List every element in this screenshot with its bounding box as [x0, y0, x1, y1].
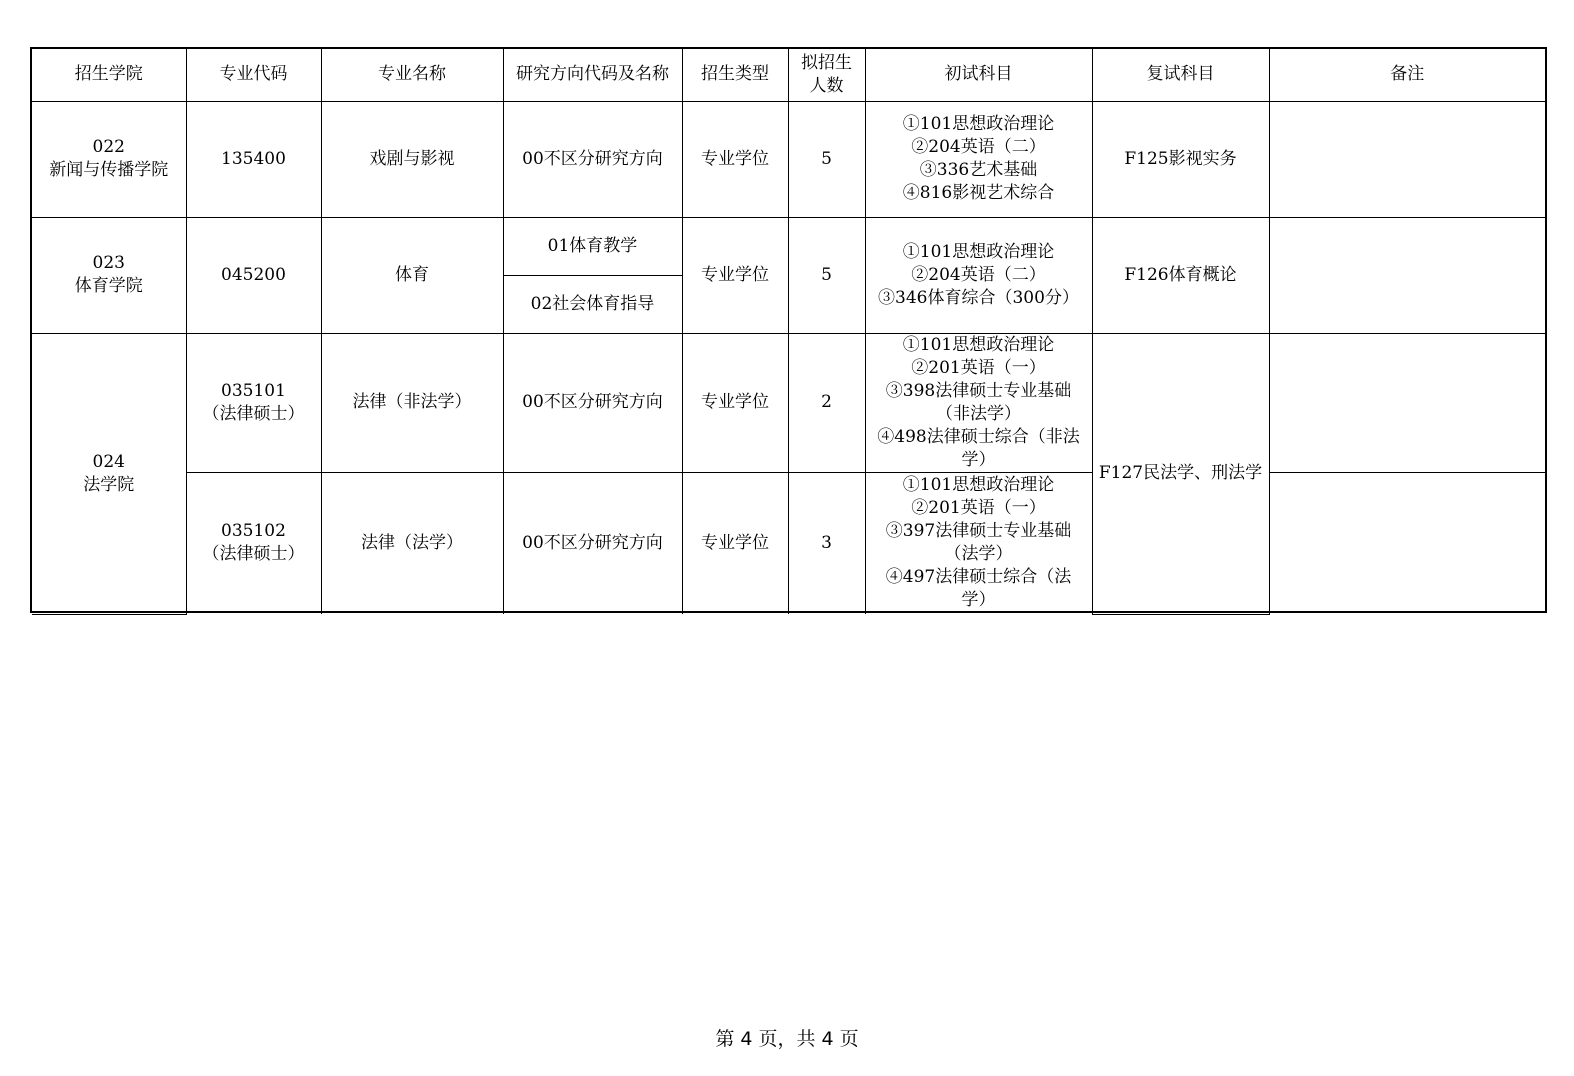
- enroll-type: 专业学位: [682, 472, 788, 614]
- major-code-number: 035101: [221, 380, 286, 401]
- header-initial-exam: 初试科目: [865, 49, 1092, 101]
- retest-subject: F127民法学、刑法学: [1092, 333, 1269, 614]
- exam-subject: （非法学）: [936, 403, 1021, 424]
- exam-subject: ①101思想政治理论: [902, 475, 1055, 496]
- quota: 5: [788, 217, 865, 333]
- retest-subject: F126体育概论: [1092, 217, 1269, 333]
- remarks: [1269, 217, 1545, 333]
- exam-subject: ①101思想政治理论: [902, 334, 1055, 355]
- quota: 5: [788, 101, 865, 217]
- initial-exam-cell: [865, 472, 1092, 614]
- major-code-note: （法律硕士）: [202, 403, 305, 424]
- header-retest: 复试科目: [1092, 49, 1269, 101]
- header-quota-line1: 拟招生: [801, 52, 852, 73]
- exam-subject: ④497法律硕士综合（法: [885, 567, 1072, 588]
- major-name: 戏剧与影视: [321, 101, 503, 217]
- quota: 2: [788, 333, 865, 472]
- quota: 3: [788, 472, 865, 614]
- header-major-name: 专业名称: [321, 49, 503, 101]
- college-cell: [32, 101, 186, 217]
- exam-subject: ①101思想政治理论: [902, 114, 1055, 134]
- header-direction: 研究方向代码及名称: [503, 49, 682, 101]
- exam-subject: ②204英语（二）: [911, 137, 1046, 157]
- remarks: [1269, 333, 1545, 472]
- major-code-number: 035102: [221, 521, 286, 542]
- exam-subject: （法学）: [944, 544, 1013, 565]
- header-type: 招生类型: [682, 49, 788, 101]
- exam-subject: ④816影视艺术综合: [902, 183, 1055, 203]
- initial-exam-cell: [865, 333, 1092, 472]
- retest-subject: F125影视实务: [1092, 101, 1269, 217]
- major-name: 体育: [321, 217, 503, 333]
- remarks: [1269, 101, 1545, 217]
- initial-exam-cell: [865, 101, 1092, 217]
- table-row: [32, 472, 1545, 614]
- header-quota-line2: 人数: [809, 75, 844, 96]
- table-row: [32, 101, 1545, 217]
- research-direction: 00不区分研究方向: [503, 333, 682, 472]
- header-major-code: 专业代码: [186, 49, 321, 101]
- exam-subject: ④498法律硕士综合（非法: [877, 426, 1080, 447]
- college-code: 024: [92, 451, 125, 472]
- college-name: 法学院: [83, 474, 135, 495]
- major-code: 045200: [186, 217, 321, 333]
- college-name: 新闻与传播学院: [49, 160, 169, 180]
- college-code: 023: [92, 253, 125, 273]
- enroll-type: 专业学位: [682, 101, 788, 217]
- research-direction: 01体育教学: [503, 217, 682, 275]
- enroll-type: 专业学位: [682, 333, 788, 472]
- exam-subject: 学）: [961, 590, 996, 611]
- major-code: [186, 472, 321, 614]
- exam-subject: ③346体育综合（300分）: [878, 287, 1079, 308]
- college-code: 022: [92, 137, 125, 157]
- exam-subject: ③398法律硕士专业基础: [885, 380, 1072, 401]
- table-row: [32, 217, 1545, 275]
- exam-subject: ①101思想政治理论: [902, 241, 1055, 262]
- remarks: [1269, 472, 1545, 614]
- header-row: [32, 49, 1545, 101]
- enrollment-table: [32, 49, 1545, 615]
- college-cell: [32, 217, 186, 333]
- exam-subject: 学）: [961, 449, 996, 470]
- college-name: 体育学院: [74, 276, 143, 296]
- exam-subject: ②201英语（一）: [911, 498, 1046, 519]
- header-remarks: 备注: [1269, 49, 1545, 101]
- major-name: 法律（非法学）: [321, 333, 503, 472]
- major-code-note: （法律硕士）: [202, 544, 305, 565]
- header-college: 招生学院: [32, 49, 186, 101]
- exam-subject: ③397法律硕士专业基础: [885, 521, 1072, 542]
- major-name: 法律（法学）: [321, 472, 503, 614]
- exam-subject: ③336艺术基础: [919, 160, 1038, 180]
- college-cell: [32, 333, 186, 614]
- initial-exam-cell: [865, 217, 1092, 333]
- research-direction: 00不区分研究方向: [503, 472, 682, 614]
- exam-subject: ②204英语（二）: [911, 264, 1046, 285]
- table-row: [32, 333, 1545, 472]
- enroll-type: 专业学位: [682, 217, 788, 333]
- major-code: [186, 333, 321, 472]
- research-direction: 00不区分研究方向: [503, 101, 682, 217]
- enrollment-table-frame: [30, 47, 1547, 613]
- exam-subject: ②201英语（一）: [911, 357, 1046, 378]
- major-code: 135400: [186, 101, 321, 217]
- page-number: 第 4 页，共 4 页: [715, 1028, 859, 1050]
- research-direction: 02社会体育指导: [503, 275, 682, 333]
- header-quota: [788, 49, 865, 101]
